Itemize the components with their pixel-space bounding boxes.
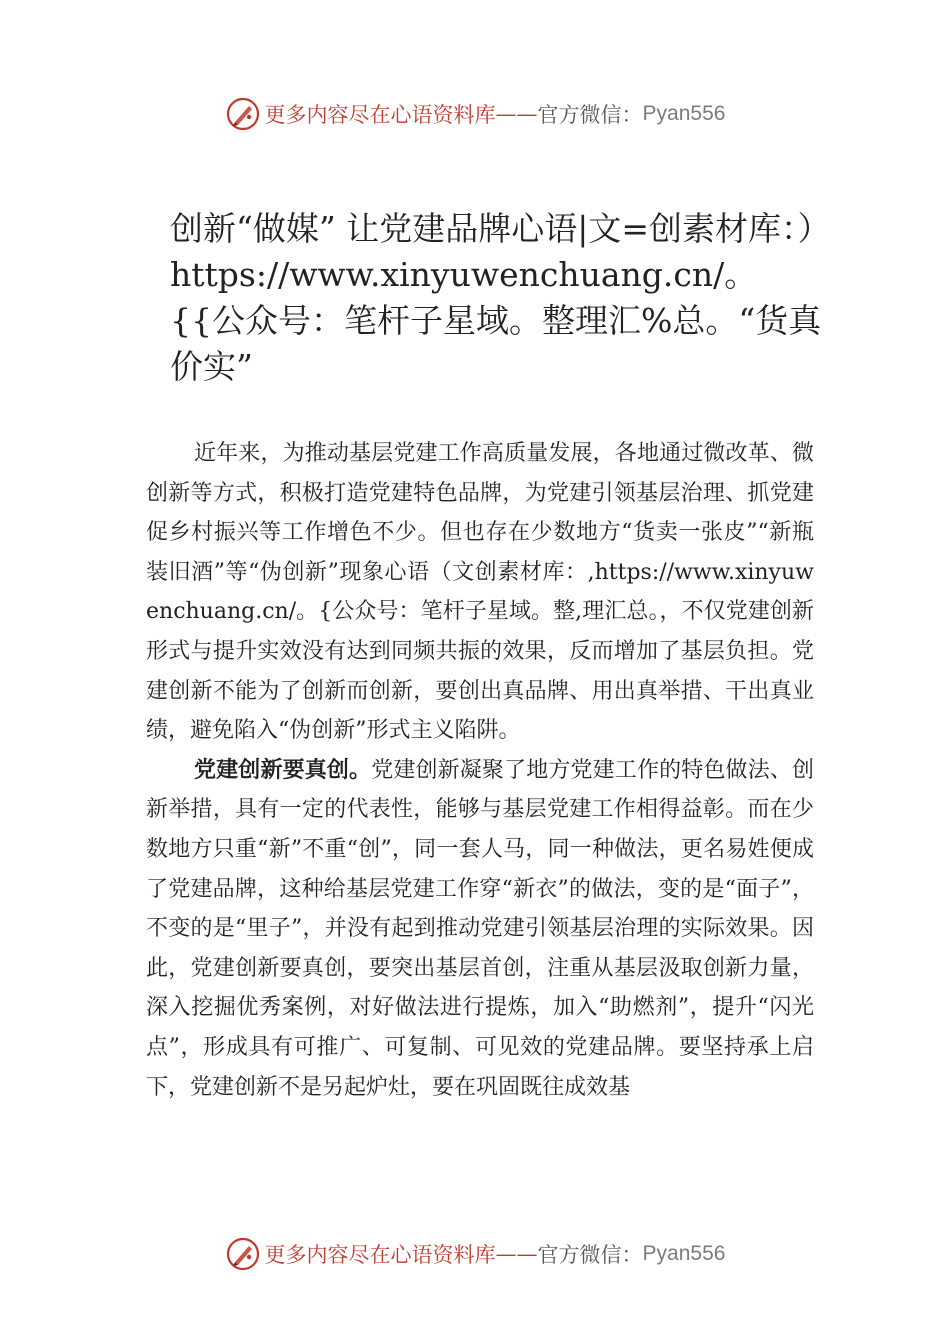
footer-banner	[0, 1232, 950, 1276]
header-banner	[0, 92, 950, 136]
pen-logo-icon	[225, 96, 261, 132]
paragraph-1	[146, 434, 814, 751]
paragraph-2-text: 党建创新凝聚了地方党建工作的特色做法、创新举措，具有一定的代表性，能够与基层党建工作相得益彰。而在少数地方只重“新”不重“创”，同一套人马，同一种做法，更名易姓便成了党建品牌，这种给基层党建工作穿“新衣”的做法，变的是“面子”，不变的是“里子”，并没有起到推动党建引领基层治理的实际效果。因此，党建创新要真创，要突出基层首创，注重从基层汲取创新力量，深入挖掘优秀案例，对好做法进行提炼，加入“助燃剂”，提升“闪光点”，形成具有可推广、可复制、可见效的党建品牌。要坚持承上启下，党建创新不是另起炉灶，要在巩固既往成效基	[146, 757, 814, 1100]
paragraph-1-text: 近年来，为推动基层党建工作高质量发展，各地通过微改革、微创新等方式，积极打造党建特色品牌，为党建引领基层治理、抓党建促乡村振兴等工作增色不少。但也存在少数地方“货卖一张皮”“新瓶装旧酒”等“伪创新”现象心语（文创素材库：,https://www.xinyuwenchuang.cn/。{公众号：笔杆子星域。整,理汇总。，不仅党建创新形式与提升实效没有达到同频共振的效果，反而增加了基层负担。党建创新不能为了创新而创新，要创出真品牌、用出真举措、干出真业绩，避免陷入“伪创新”形式主义陷阱。	[146, 441, 814, 744]
banner-separator: ——	[495, 102, 538, 126]
article-body	[146, 434, 814, 1107]
banner-separator: ——	[495, 1242, 538, 1266]
wechat-label: 官方微信：	[537, 1243, 643, 1267]
paragraph-2-lead: 党建创新要真创。	[194, 757, 372, 783]
wechat-id: Pyan556	[642, 1242, 726, 1265]
banner-text: 更多内容尽在心语资料库	[264, 103, 496, 127]
wechat-id: Pyan556	[642, 102, 726, 125]
document-title: 创新“做媒” 让党建品牌心语|文=创素材库：）https://www.xinyuwenchuang.cn/。{{公众号：笔杆子星域。整理汇%总。“货真价实”	[170, 209, 822, 386]
pen-logo-icon	[225, 1236, 261, 1272]
banner-text: 更多内容尽在心语资料库	[264, 1243, 496, 1267]
wechat-label: 官方微信：	[537, 103, 643, 127]
paragraph-2	[146, 751, 814, 1107]
